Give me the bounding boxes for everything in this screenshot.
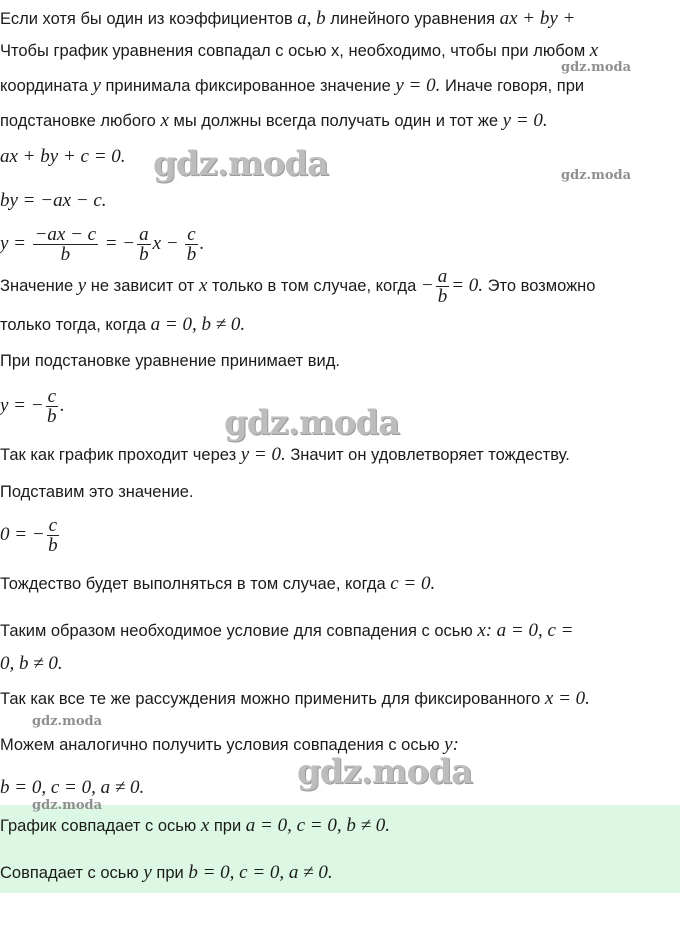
text-line xyxy=(0,110,548,132)
text: Совпадает с осью xyxy=(0,864,144,882)
denominator: b xyxy=(48,535,58,557)
math: y xyxy=(92,75,101,96)
text-line xyxy=(0,40,598,62)
math: y = 0. xyxy=(240,444,286,465)
watermark: gdz.moda xyxy=(561,60,632,75)
text: Если хотя бы один из коэффициентов xyxy=(0,10,298,28)
text-line xyxy=(0,264,595,308)
math: a, xyxy=(297,8,312,29)
watermark: gdz.moda xyxy=(32,714,103,729)
math: y = xyxy=(0,233,27,254)
text-line xyxy=(0,350,340,372)
math: 0, b ≠ 0. xyxy=(0,653,63,674)
text: Так как график проходит через xyxy=(0,446,241,464)
math: a = 0, c = 0, b ≠ 0. xyxy=(245,815,391,836)
numerator: c xyxy=(47,386,57,408)
answer-line xyxy=(0,862,333,884)
text: Это возможно xyxy=(483,277,596,295)
text: Иначе говоря, при xyxy=(440,77,585,95)
numerator: a xyxy=(139,224,149,246)
fraction xyxy=(185,225,197,264)
math: x: xyxy=(477,620,493,641)
answer-line xyxy=(0,815,390,837)
math: x − xyxy=(152,233,179,254)
math: x xyxy=(200,815,210,836)
math: − xyxy=(420,275,434,296)
math: by = −ax − c. xyxy=(0,190,107,211)
numerator: c xyxy=(187,224,196,246)
equation xyxy=(0,384,65,428)
fraction xyxy=(46,387,58,426)
math: b = 0, c = 0, a ≠ 0. xyxy=(188,862,333,883)
watermark: gdz.moda xyxy=(32,798,103,813)
text-line xyxy=(0,75,584,97)
text: График совпадает с осью xyxy=(0,817,201,835)
math: y = − xyxy=(0,395,44,416)
math: x xyxy=(198,275,208,296)
text: Значение xyxy=(0,277,78,295)
text: Так как все те же рассуждения можно применить для фиксированного xyxy=(0,690,545,708)
math: 0 = − xyxy=(0,524,45,545)
math: b xyxy=(316,8,326,29)
watermark: gdz.moda xyxy=(297,752,473,792)
text: мы должны всегда получать один и тот же xyxy=(168,112,503,130)
text-line xyxy=(0,444,570,466)
numerator: c xyxy=(48,515,58,537)
math: y: xyxy=(444,734,459,755)
text: только в том случае, когда xyxy=(207,277,421,295)
watermark: gdz.moda xyxy=(224,403,400,443)
text: подстановке любого xyxy=(0,112,161,130)
text-line xyxy=(0,573,435,595)
text: принимала фиксированное значение xyxy=(100,77,396,95)
math: = 0. xyxy=(451,275,484,296)
math: = − xyxy=(104,233,136,254)
text-line xyxy=(0,314,245,336)
text: Значит он удовлетворяет тождеству. xyxy=(285,446,570,464)
fraction xyxy=(436,267,450,306)
denominator: b xyxy=(47,406,57,428)
math: a = 0, c = xyxy=(496,620,574,641)
text: линейного уравнения xyxy=(325,10,500,28)
numerator: a xyxy=(437,266,448,288)
denominator: b xyxy=(186,244,197,266)
text-line xyxy=(0,653,63,675)
math: x xyxy=(589,40,599,61)
math: y = 0. xyxy=(502,110,548,131)
math: . xyxy=(199,233,205,254)
fraction xyxy=(47,516,59,555)
math: y = 0. xyxy=(395,75,441,96)
text: Можем аналогично получить условия совпадения с осью xyxy=(0,736,445,754)
equation xyxy=(0,513,61,557)
text-line xyxy=(0,620,574,642)
text: Чтобы график уравнения совпадал с осью x, необходимо, чтобы при любом xyxy=(0,42,590,60)
text-line xyxy=(0,8,575,30)
math: x = 0. xyxy=(544,688,590,709)
math: y xyxy=(143,862,152,883)
math: c = 0. xyxy=(390,573,436,594)
watermark: gdz.moda xyxy=(561,168,632,183)
math: . xyxy=(60,395,65,416)
math: ax + by + xyxy=(499,8,576,29)
denominator: b xyxy=(437,286,448,308)
text: не зависит от xyxy=(86,277,199,295)
math: x xyxy=(160,110,169,131)
text: при xyxy=(151,864,189,882)
text: при xyxy=(209,817,246,835)
text-line xyxy=(0,734,459,756)
equation xyxy=(0,777,144,799)
equation xyxy=(0,222,204,266)
text-line xyxy=(0,481,194,503)
denominator: b xyxy=(139,244,149,266)
math: b = 0, c = 0, a ≠ 0. xyxy=(0,777,145,798)
text: координата xyxy=(0,77,93,95)
text: Таким образом необходимое условие для совпадения с осью xyxy=(0,622,478,640)
watermark: gdz.moda xyxy=(153,144,329,184)
equation xyxy=(0,190,107,212)
text: только тогда, когда xyxy=(0,316,151,334)
fraction xyxy=(33,225,99,264)
numerator: −ax − c xyxy=(34,224,97,246)
text: Тождество будет выполняться в том случае, когда xyxy=(0,575,391,593)
text-line xyxy=(0,688,590,710)
denominator: b xyxy=(60,244,71,266)
math: y xyxy=(77,275,87,296)
equation xyxy=(0,146,126,168)
math: ax + by + c = 0. xyxy=(0,146,126,167)
text: При подстановке уравнение принимает вид. xyxy=(0,352,340,370)
text: Подставим это значение. xyxy=(0,483,194,501)
math: a = 0, b ≠ 0. xyxy=(150,314,246,335)
fraction xyxy=(137,225,151,264)
